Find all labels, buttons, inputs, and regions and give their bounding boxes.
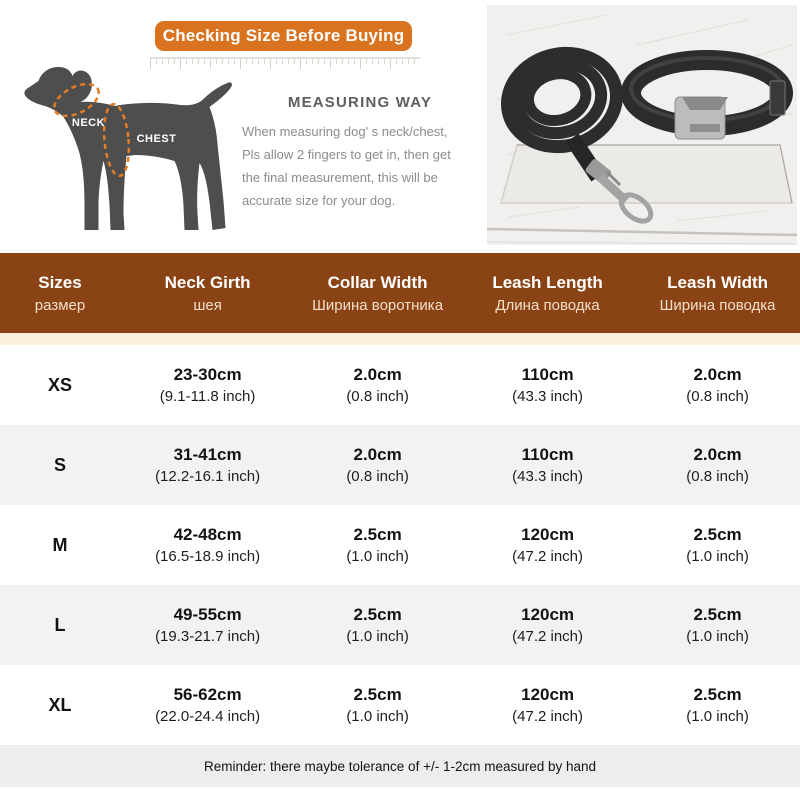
header-leash-length: Leash Length Длина поводка [492,272,603,314]
size-cell: L [54,614,66,635]
neck-girth-cell: 31-41cm (12.2-16.1 inch) [155,445,261,485]
leash-length-cell: 120cm (47.2 inch) [512,525,584,565]
neck-girth-cell: 42-48cm (16.5-18.9 inch) [155,525,261,565]
table-row [0,665,800,745]
header-divider-strip [0,333,800,345]
leash-length-cell: 120cm (47.2 inch) [512,605,584,645]
neck-label: NECK [71,117,106,129]
table-row [0,505,800,585]
table-row [0,425,800,505]
measuring-guide-section [0,0,800,253]
neck-girth-cell: 49-55cm (19.3-21.7 inch) [155,605,261,645]
neck-girth-cell: 56-62cm (22.0-24.4 inch) [155,685,261,725]
size-cell: XL [48,694,72,715]
measuring-way-line: accurate size for your dog. [242,193,396,208]
header-neck-girth: Neck Girth шея [164,272,251,314]
table-row [0,585,800,665]
neck-girth-cell: 23-30cm (9.1-11.8 inch) [159,365,256,405]
size-cell: S [53,454,66,475]
collar-width-cell: 2.5cm (1.0 inch) [346,525,409,565]
checking-size-banner: Checking Size Before Buying [155,21,412,51]
chest-label: CHEST [136,133,177,145]
measuring-way-line: When measuring dog' s neck/chest, [242,124,448,139]
acrylic-base [501,145,792,203]
size-table [0,253,800,787]
measuring-way-line: Pls allow 2 fingers to get in, then get [242,147,451,162]
table-row [0,345,800,425]
leash-width-cell: 2.0cm (0.8 inch) [686,365,749,405]
collar-width-cell: 2.5cm (1.0 inch) [346,685,409,725]
collar-width-cell: 2.0cm (0.8 inch) [346,365,409,405]
leash-length-cell: 110cm (43.3 inch) [512,365,584,405]
leash-length-cell: 120cm (47.2 inch) [512,685,584,725]
measuring-way-block [242,94,478,212]
measuring-way-line: the final measurement, this will be [242,170,438,185]
product-photo [487,5,797,245]
leash-width-cell: 2.5cm (1.0 inch) [686,605,749,645]
dog-measuring-diagram [14,60,240,240]
header-sizes: Sizes размер [34,272,86,314]
leash-width-cell: 2.0cm (0.8 inch) [686,445,749,485]
collar-dring [770,81,785,115]
size-cell: M [52,534,68,555]
header-collar-width: Collar Width Ширина воротника [312,272,444,314]
table-header-row [0,253,800,333]
collar-width-cell: 2.5cm (1.0 inch) [346,605,409,645]
header-leash-width: Leash Width Ширина поводка [659,272,776,314]
measuring-way-title: MEASURING WAY [287,94,433,111]
leash-width-cell: 2.5cm (1.0 inch) [686,685,749,725]
size-cell: XS [47,374,72,395]
leash-length-cell: 110cm (43.3 inch) [512,445,584,485]
reminder-note: Reminder: there maybe tolerance of +/- 1-2cm measured by hand [0,745,800,787]
leash-width-cell: 2.5cm (1.0 inch) [686,525,749,565]
collar-width-cell: 2.0cm (0.8 inch) [346,445,409,485]
